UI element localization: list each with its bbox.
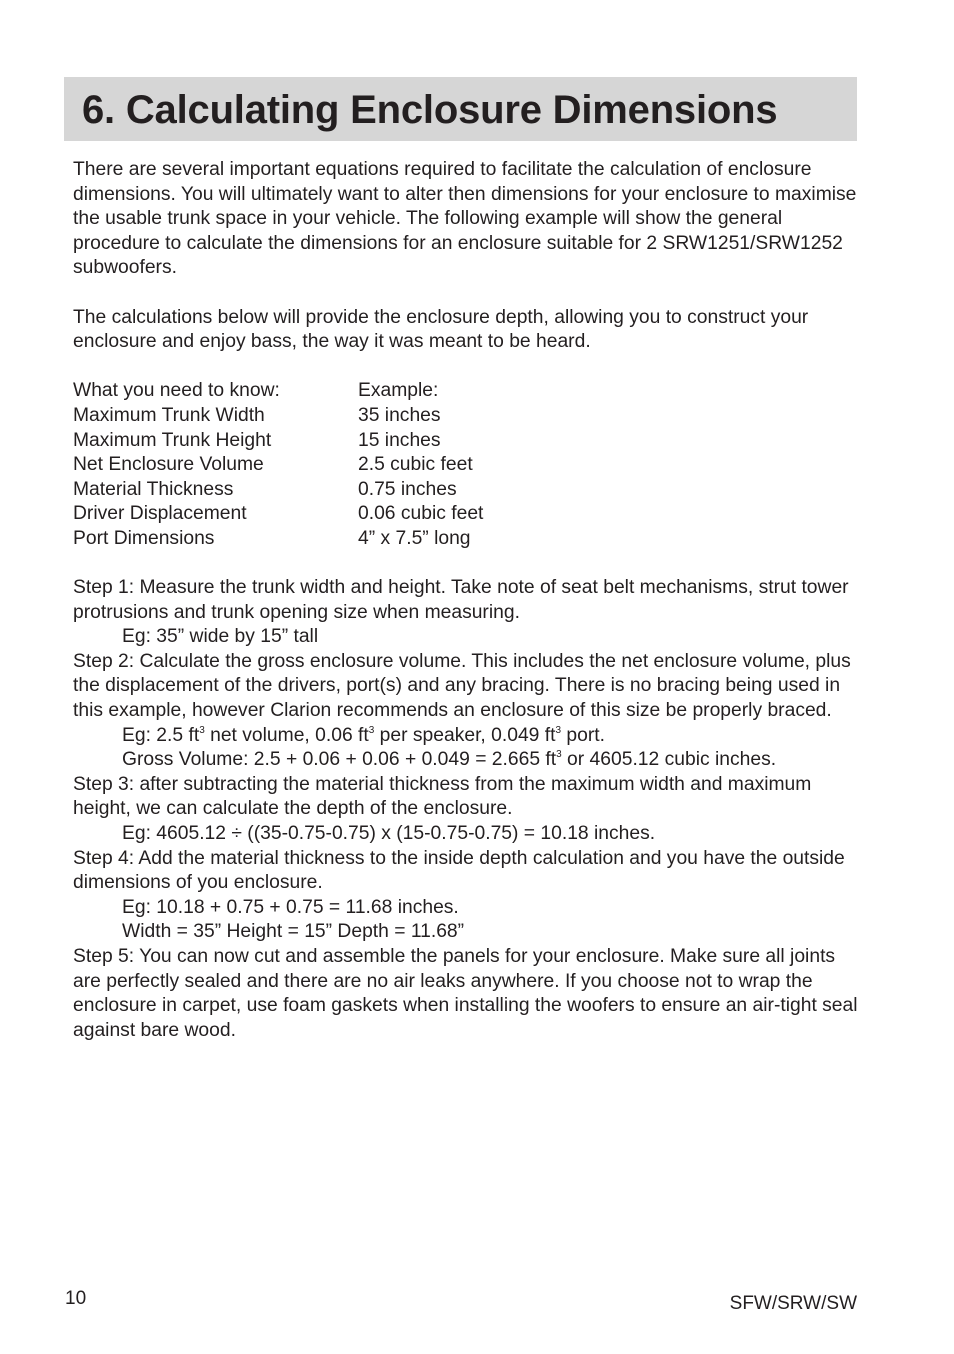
step-1-example: Eg: 35” wide by 15” tall — [122, 626, 319, 648]
spec-row — [73, 404, 863, 429]
section-title: 6. Calculating Enclosure Dimensions — [82, 88, 778, 132]
spec-label: Driver Displacement — [73, 503, 247, 525]
spec-row — [73, 502, 863, 527]
spec-value: 0.06 cubic feet — [358, 503, 484, 525]
spec-label: Net Enclosure Volume — [73, 454, 264, 476]
spec-row — [73, 478, 863, 503]
spec-table — [73, 379, 863, 551]
spec-label: Material Thickness — [73, 478, 234, 500]
intro-paragraph-2: The calculations below will provide the enclosure depth, allowing you to construct your enclosure and enjoy bass, the way it was meant to be heard. — [73, 306, 809, 353]
section-heading-bar — [64, 77, 857, 141]
spec-label: Maximum Trunk Width — [73, 404, 265, 426]
spec-value: 15 inches — [358, 429, 441, 451]
step-4-example: Eg: 10.18 + 0.75 + 0.75 = 11.68 inches. — [122, 896, 459, 918]
page-number: 10 — [65, 1288, 87, 1309]
step-3-text: Step 3: after subtracting the material thickness from the maximum width and maximum height, we can calculate the depth of the enclosure. — [73, 773, 812, 820]
step-2-gross-volume: Gross Volume: 2.5 + 0.06 + 0.06 + 0.049 = 2.665 $ft^3$ or 4605.12 cubic inches. — [122, 749, 777, 771]
footer-model-label: SFW/SRW/SW — [729, 1293, 857, 1314]
spec-header-value: Example: — [358, 380, 439, 402]
spec-row — [73, 429, 863, 454]
page-body — [73, 158, 863, 1043]
step-2-example: Eg: 2.5 $ft^3$ net volume, 0.06 $ft^3$ per speaker, 0.049 $ft^3$ port. — [122, 724, 605, 746]
intro-paragraph-1: There are several important equations required to facilitate the calculation of enclosure dimensions. You will ultimately want to alter then dimensions for your enclosure to maximise the usable trunk space in your vehicle. The following example will show the general procedure to calculate the dimensions for an enclosure suitable for 2 SRW1251/SRW1252 subwoofers. — [73, 159, 857, 279]
spec-row — [73, 527, 863, 552]
step-2-text: Step 2: Calculate the gross enclosure volume. This includes the net enclosure volume, plus the displacement of the drivers, port(s) and any bracing. There is no bracing being used in this example, however Clarion recommends an enclosure of this size be properly braced. — [73, 650, 851, 722]
spec-label: Port Dimensions — [73, 527, 215, 549]
spec-header-row — [73, 379, 863, 404]
spec-value: 2.5 cubic feet — [358, 454, 473, 476]
spec-value: 4” x 7.5” long — [358, 527, 471, 549]
step-3-example: Eg: 4605.12 ÷ ((35-0.75-0.75) x (15-0.75-0.75) = 10.18 inches. — [122, 823, 656, 845]
spec-value: 35 inches — [358, 404, 441, 426]
step-4-dimensions: Width = 35” Height = 15” Depth = 11.68” — [122, 921, 465, 943]
spec-header-label: What you need to know: — [73, 380, 280, 402]
spec-value: 0.75 inches — [358, 478, 457, 500]
spec-row — [73, 453, 863, 478]
step-5-text: Step 5: You can now cut and assemble the panels for your enclosure. Make sure all joints are perfectly sealed and there are no air leaks anywhere. If you choose not to wrap the enclosure in carpet, use foam gaskets when installing the woofers to ensure an air-tight seal against bare wood. — [73, 946, 858, 1041]
step-4-text: Step 4: Add the material thickness to the inside depth calculation and you have the outside dimensions of you enclosure. — [73, 847, 845, 894]
spec-label: Maximum Trunk Height — [73, 429, 272, 451]
step-1-text: Step 1: Measure the trunk width and height. Take note of seat belt mechanisms, strut tower protrusions and trunk opening size when measuring. — [73, 577, 849, 623]
